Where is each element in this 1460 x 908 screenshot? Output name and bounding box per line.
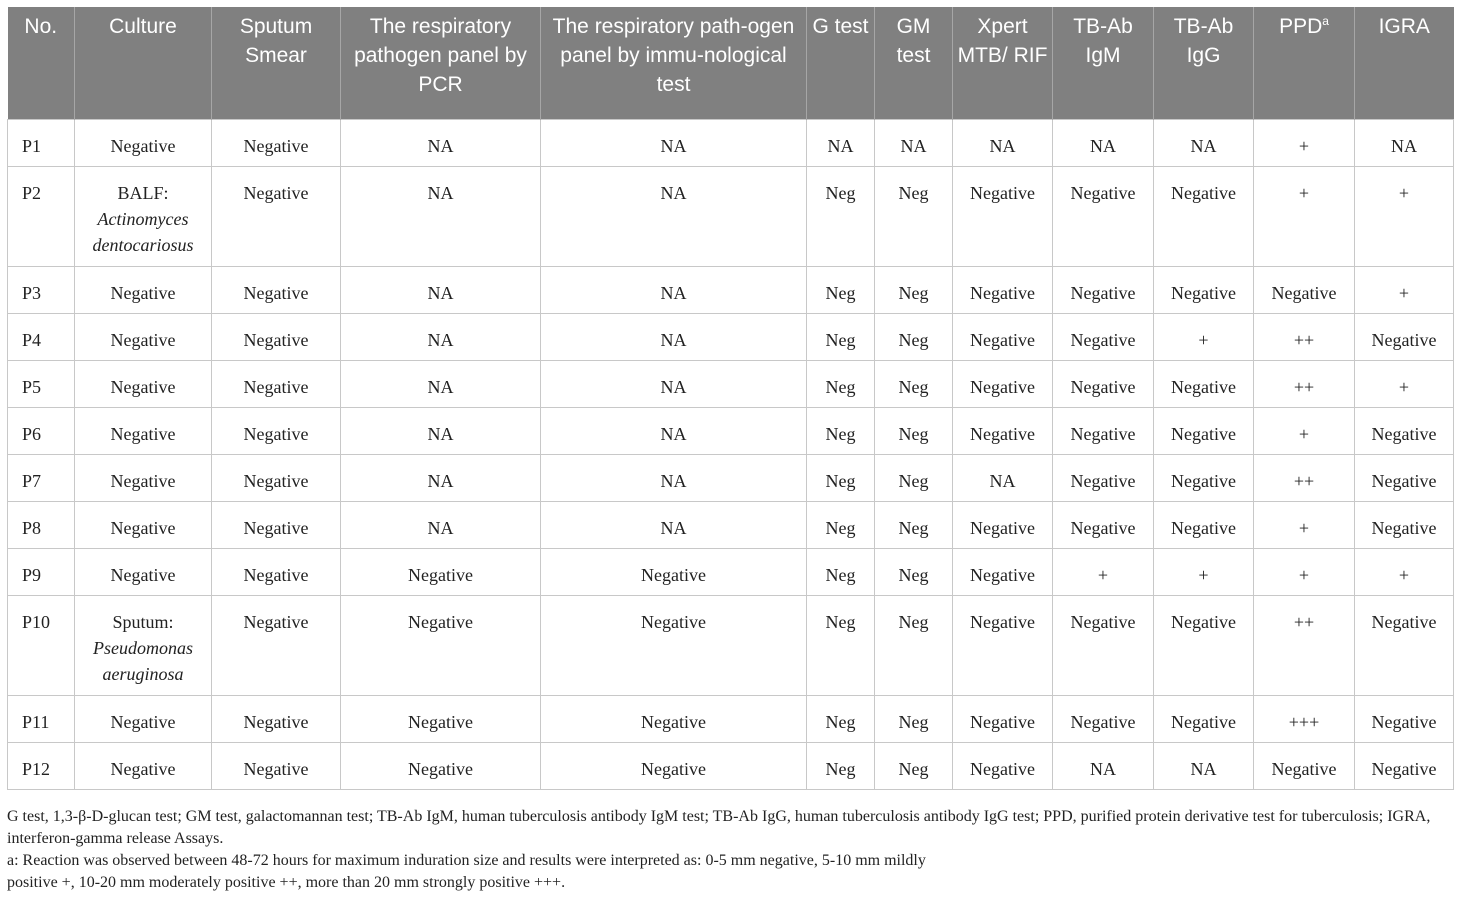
cell-igm: Negative — [1053, 595, 1154, 695]
cell-immuno: Negative — [541, 595, 807, 695]
header-igra: IGRA — [1355, 7, 1454, 119]
cell-igm: NA — [1053, 742, 1154, 789]
cell-g: Neg — [807, 266, 875, 313]
cell-culture: Negative — [75, 548, 212, 595]
cell-g: NA — [807, 119, 875, 166]
cell-xpert: Negative — [953, 360, 1053, 407]
header-no: No. — [8, 7, 75, 119]
cell-immuno: NA — [541, 166, 807, 266]
cell-igg: + — [1154, 548, 1254, 595]
cell-pcr: NA — [341, 266, 541, 313]
cell-ppd: + — [1254, 548, 1355, 595]
cell-igg: Negative — [1154, 166, 1254, 266]
cell-g: Neg — [807, 407, 875, 454]
cell-igm: Negative — [1053, 360, 1154, 407]
cell-no: P7 — [8, 454, 75, 501]
cell-culture: Negative — [75, 119, 212, 166]
cell-gm: Neg — [875, 695, 953, 742]
culture-specimen: Sputum: — [112, 611, 174, 632]
header-ppd-superscript: a — [1322, 14, 1329, 28]
cell-igg: Negative — [1154, 360, 1254, 407]
cell-immuno: NA — [541, 454, 807, 501]
cell-smear: Negative — [212, 501, 341, 548]
table-footnotes — [7, 806, 1455, 894]
cell-igg: + — [1154, 313, 1254, 360]
cell-igra: Negative — [1355, 454, 1454, 501]
cell-igm: Negative — [1053, 266, 1154, 313]
cell-igra: + — [1355, 166, 1454, 266]
cell-gm: Neg — [875, 360, 953, 407]
cell-igg: Negative — [1154, 454, 1254, 501]
cell-culture: Negative — [75, 695, 212, 742]
cell-no: P11 — [8, 695, 75, 742]
cell-smear: Negative — [212, 548, 341, 595]
cell-xpert: Negative — [953, 595, 1053, 695]
cell-igm: NA — [1053, 119, 1154, 166]
cell-pcr: NA — [341, 166, 541, 266]
cell-pcr: NA — [341, 407, 541, 454]
cell-gm: Neg — [875, 266, 953, 313]
cell-culture — [75, 166, 212, 266]
cell-igm: Negative — [1053, 407, 1154, 454]
header-pcr-panel: The respiratory pathogen panel by PCR — [341, 7, 541, 119]
cell-igm: Negative — [1053, 454, 1154, 501]
cell-no: P2 — [8, 166, 75, 266]
cell-igra: Negative — [1355, 742, 1454, 789]
cell-culture: Negative — [75, 407, 212, 454]
table-row — [8, 695, 1454, 742]
cell-igg: Negative — [1154, 407, 1254, 454]
cell-ppd: ++ — [1254, 595, 1355, 695]
cell-g: Neg — [807, 166, 875, 266]
cell-igra: + — [1355, 548, 1454, 595]
cell-no: P6 — [8, 407, 75, 454]
cell-pcr: Negative — [341, 695, 541, 742]
header-sputum-smear: Sputum Smear — [212, 7, 341, 119]
cell-xpert: Negative — [953, 407, 1053, 454]
culture-specimen: BALF: — [117, 182, 169, 203]
cell-igm: Negative — [1053, 501, 1154, 548]
table-row — [8, 407, 1454, 454]
cell-igg: Negative — [1154, 595, 1254, 695]
cell-gm: Neg — [875, 595, 953, 695]
cell-no: P12 — [8, 742, 75, 789]
cell-gm: Neg — [875, 313, 953, 360]
cell-gm: Neg — [875, 742, 953, 789]
cell-xpert: Negative — [953, 313, 1053, 360]
cell-igg: Negative — [1154, 501, 1254, 548]
cell-xpert: Negative — [953, 166, 1053, 266]
cell-igra: Negative — [1355, 501, 1454, 548]
cell-ppd: + — [1254, 501, 1355, 548]
cell-g: Neg — [807, 595, 875, 695]
header-g-test: G test — [807, 7, 875, 119]
ppd-note-line-1: a: Reaction was observed between 48-72 hours for maximum induration size and results were interpreted as: 0-5 mm negative, 5-10 mm mildly — [7, 852, 926, 869]
cell-immuno: NA — [541, 501, 807, 548]
header-tb-ab-igg: TB-Ab IgG — [1154, 7, 1254, 119]
cell-immuno: NA — [541, 266, 807, 313]
cell-g: Neg — [807, 313, 875, 360]
cell-igra: NA — [1355, 119, 1454, 166]
cell-ppd: + — [1254, 166, 1355, 266]
cell-no: P10 — [8, 595, 75, 695]
cell-culture: Negative — [75, 501, 212, 548]
header-immuno-panel: The respiratory path-ogen panel by immu-nological test — [541, 7, 807, 119]
cell-pcr: Negative — [341, 742, 541, 789]
cell-igra: Negative — [1355, 695, 1454, 742]
cell-ppd: ++ — [1254, 360, 1355, 407]
cell-smear: Negative — [212, 595, 341, 695]
cell-igm: Negative — [1053, 166, 1154, 266]
cell-no: P4 — [8, 313, 75, 360]
cell-culture — [75, 595, 212, 695]
cell-igm: + — [1053, 548, 1154, 595]
results-table-container — [7, 7, 1453, 790]
table-row — [8, 548, 1454, 595]
cell-g: Neg — [807, 695, 875, 742]
cell-pcr: NA — [341, 313, 541, 360]
cell-pcr: NA — [341, 119, 541, 166]
cell-gm: Neg — [875, 166, 953, 266]
cell-smear: Negative — [212, 454, 341, 501]
cell-igra: Negative — [1355, 595, 1454, 695]
cell-no: P5 — [8, 360, 75, 407]
cell-pcr: NA — [341, 360, 541, 407]
culture-organism: Pseudomonas aeruginosa — [93, 637, 193, 684]
ppd-note-line-2: positive +, 10-20 mm moderately positive ++, more than 20 mm strongly positive +++. — [7, 874, 566, 891]
cell-gm: NA — [875, 119, 953, 166]
cell-igra: + — [1355, 266, 1454, 313]
cell-culture: Negative — [75, 313, 212, 360]
cell-g: Neg — [807, 548, 875, 595]
cell-smear: Negative — [212, 407, 341, 454]
cell-smear: Negative — [212, 166, 341, 266]
cell-xpert: NA — [953, 454, 1053, 501]
header-ppd — [1254, 7, 1355, 119]
cell-ppd: +++ — [1254, 695, 1355, 742]
cell-immuno: Negative — [541, 548, 807, 595]
cell-xpert: Negative — [953, 548, 1053, 595]
cell-culture: Negative — [75, 742, 212, 789]
table-row — [8, 360, 1454, 407]
cell-xpert: Negative — [953, 695, 1053, 742]
cell-igm: Negative — [1053, 695, 1154, 742]
cell-smear: Negative — [212, 313, 341, 360]
cell-no: P8 — [8, 501, 75, 548]
cell-pcr: NA — [341, 501, 541, 548]
cell-igg: NA — [1154, 742, 1254, 789]
table-header-row — [8, 7, 1454, 119]
cell-immuno: Negative — [541, 742, 807, 789]
cell-g: Neg — [807, 501, 875, 548]
table-row — [8, 501, 1454, 548]
cell-immuno: NA — [541, 407, 807, 454]
header-gm-test: GM test — [875, 7, 953, 119]
table-row — [8, 266, 1454, 313]
cell-igra: + — [1355, 360, 1454, 407]
table-row — [8, 119, 1454, 166]
cell-xpert: Negative — [953, 501, 1053, 548]
table-row — [8, 742, 1454, 789]
cell-igg: NA — [1154, 119, 1254, 166]
cell-igra: Negative — [1355, 313, 1454, 360]
cell-g: Neg — [807, 742, 875, 789]
cell-smear: Negative — [212, 695, 341, 742]
cell-culture: Negative — [75, 360, 212, 407]
cell-immuno: NA — [541, 313, 807, 360]
cell-ppd: ++ — [1254, 454, 1355, 501]
culture-organism: Actinomyces dentocariosus — [92, 208, 194, 255]
cell-xpert: Negative — [953, 266, 1053, 313]
cell-igg: Negative — [1154, 695, 1254, 742]
cell-gm: Neg — [875, 501, 953, 548]
cell-pcr: Negative — [341, 548, 541, 595]
cell-immuno: NA — [541, 119, 807, 166]
cell-smear: Negative — [212, 360, 341, 407]
header-ppd-label: PPD — [1279, 15, 1323, 38]
cell-gm: Neg — [875, 407, 953, 454]
cell-ppd: + — [1254, 119, 1355, 166]
cell-no: P9 — [8, 548, 75, 595]
table-row — [8, 454, 1454, 501]
cell-no: P1 — [8, 119, 75, 166]
header-xpert: Xpert MTB/ RIF — [953, 7, 1053, 119]
table-row — [8, 166, 1454, 266]
cell-igg: Negative — [1154, 266, 1254, 313]
cell-ppd: Negative — [1254, 266, 1355, 313]
table-row — [8, 313, 1454, 360]
cell-ppd: + — [1254, 407, 1355, 454]
cell-smear: Negative — [212, 266, 341, 313]
cell-gm: Neg — [875, 454, 953, 501]
header-culture: Culture — [75, 7, 212, 119]
cell-xpert: Negative — [953, 742, 1053, 789]
cell-smear: Negative — [212, 742, 341, 789]
cell-xpert: NA — [953, 119, 1053, 166]
cell-ppd: Negative — [1254, 742, 1355, 789]
cell-igm: Negative — [1053, 313, 1154, 360]
cell-ppd: ++ — [1254, 313, 1355, 360]
cell-igra: Negative — [1355, 407, 1454, 454]
cell-smear: Negative — [212, 119, 341, 166]
cell-pcr: NA — [341, 454, 541, 501]
cell-gm: Neg — [875, 548, 953, 595]
cell-g: Neg — [807, 454, 875, 501]
cell-immuno: NA — [541, 360, 807, 407]
cell-culture: Negative — [75, 454, 212, 501]
abbreviations-note: G test, 1,3-β-D-glucan test; GM test, galactomannan test; TB-Ab IgM, human tuberculosis antibody IgM test; TB-Ab IgG, human tuberculosis antibody IgG test; PPD, purified protein derivative test for tuberculosis; IGRA, interferon-gamma release Assays. — [7, 808, 1431, 847]
header-tb-ab-igm: TB-Ab IgM — [1053, 7, 1154, 119]
results-table — [7, 7, 1454, 790]
cell-no: P3 — [8, 266, 75, 313]
cell-pcr: Negative — [341, 595, 541, 695]
cell-culture: Negative — [75, 266, 212, 313]
table-row — [8, 595, 1454, 695]
cell-g: Neg — [807, 360, 875, 407]
cell-immuno: Negative — [541, 695, 807, 742]
